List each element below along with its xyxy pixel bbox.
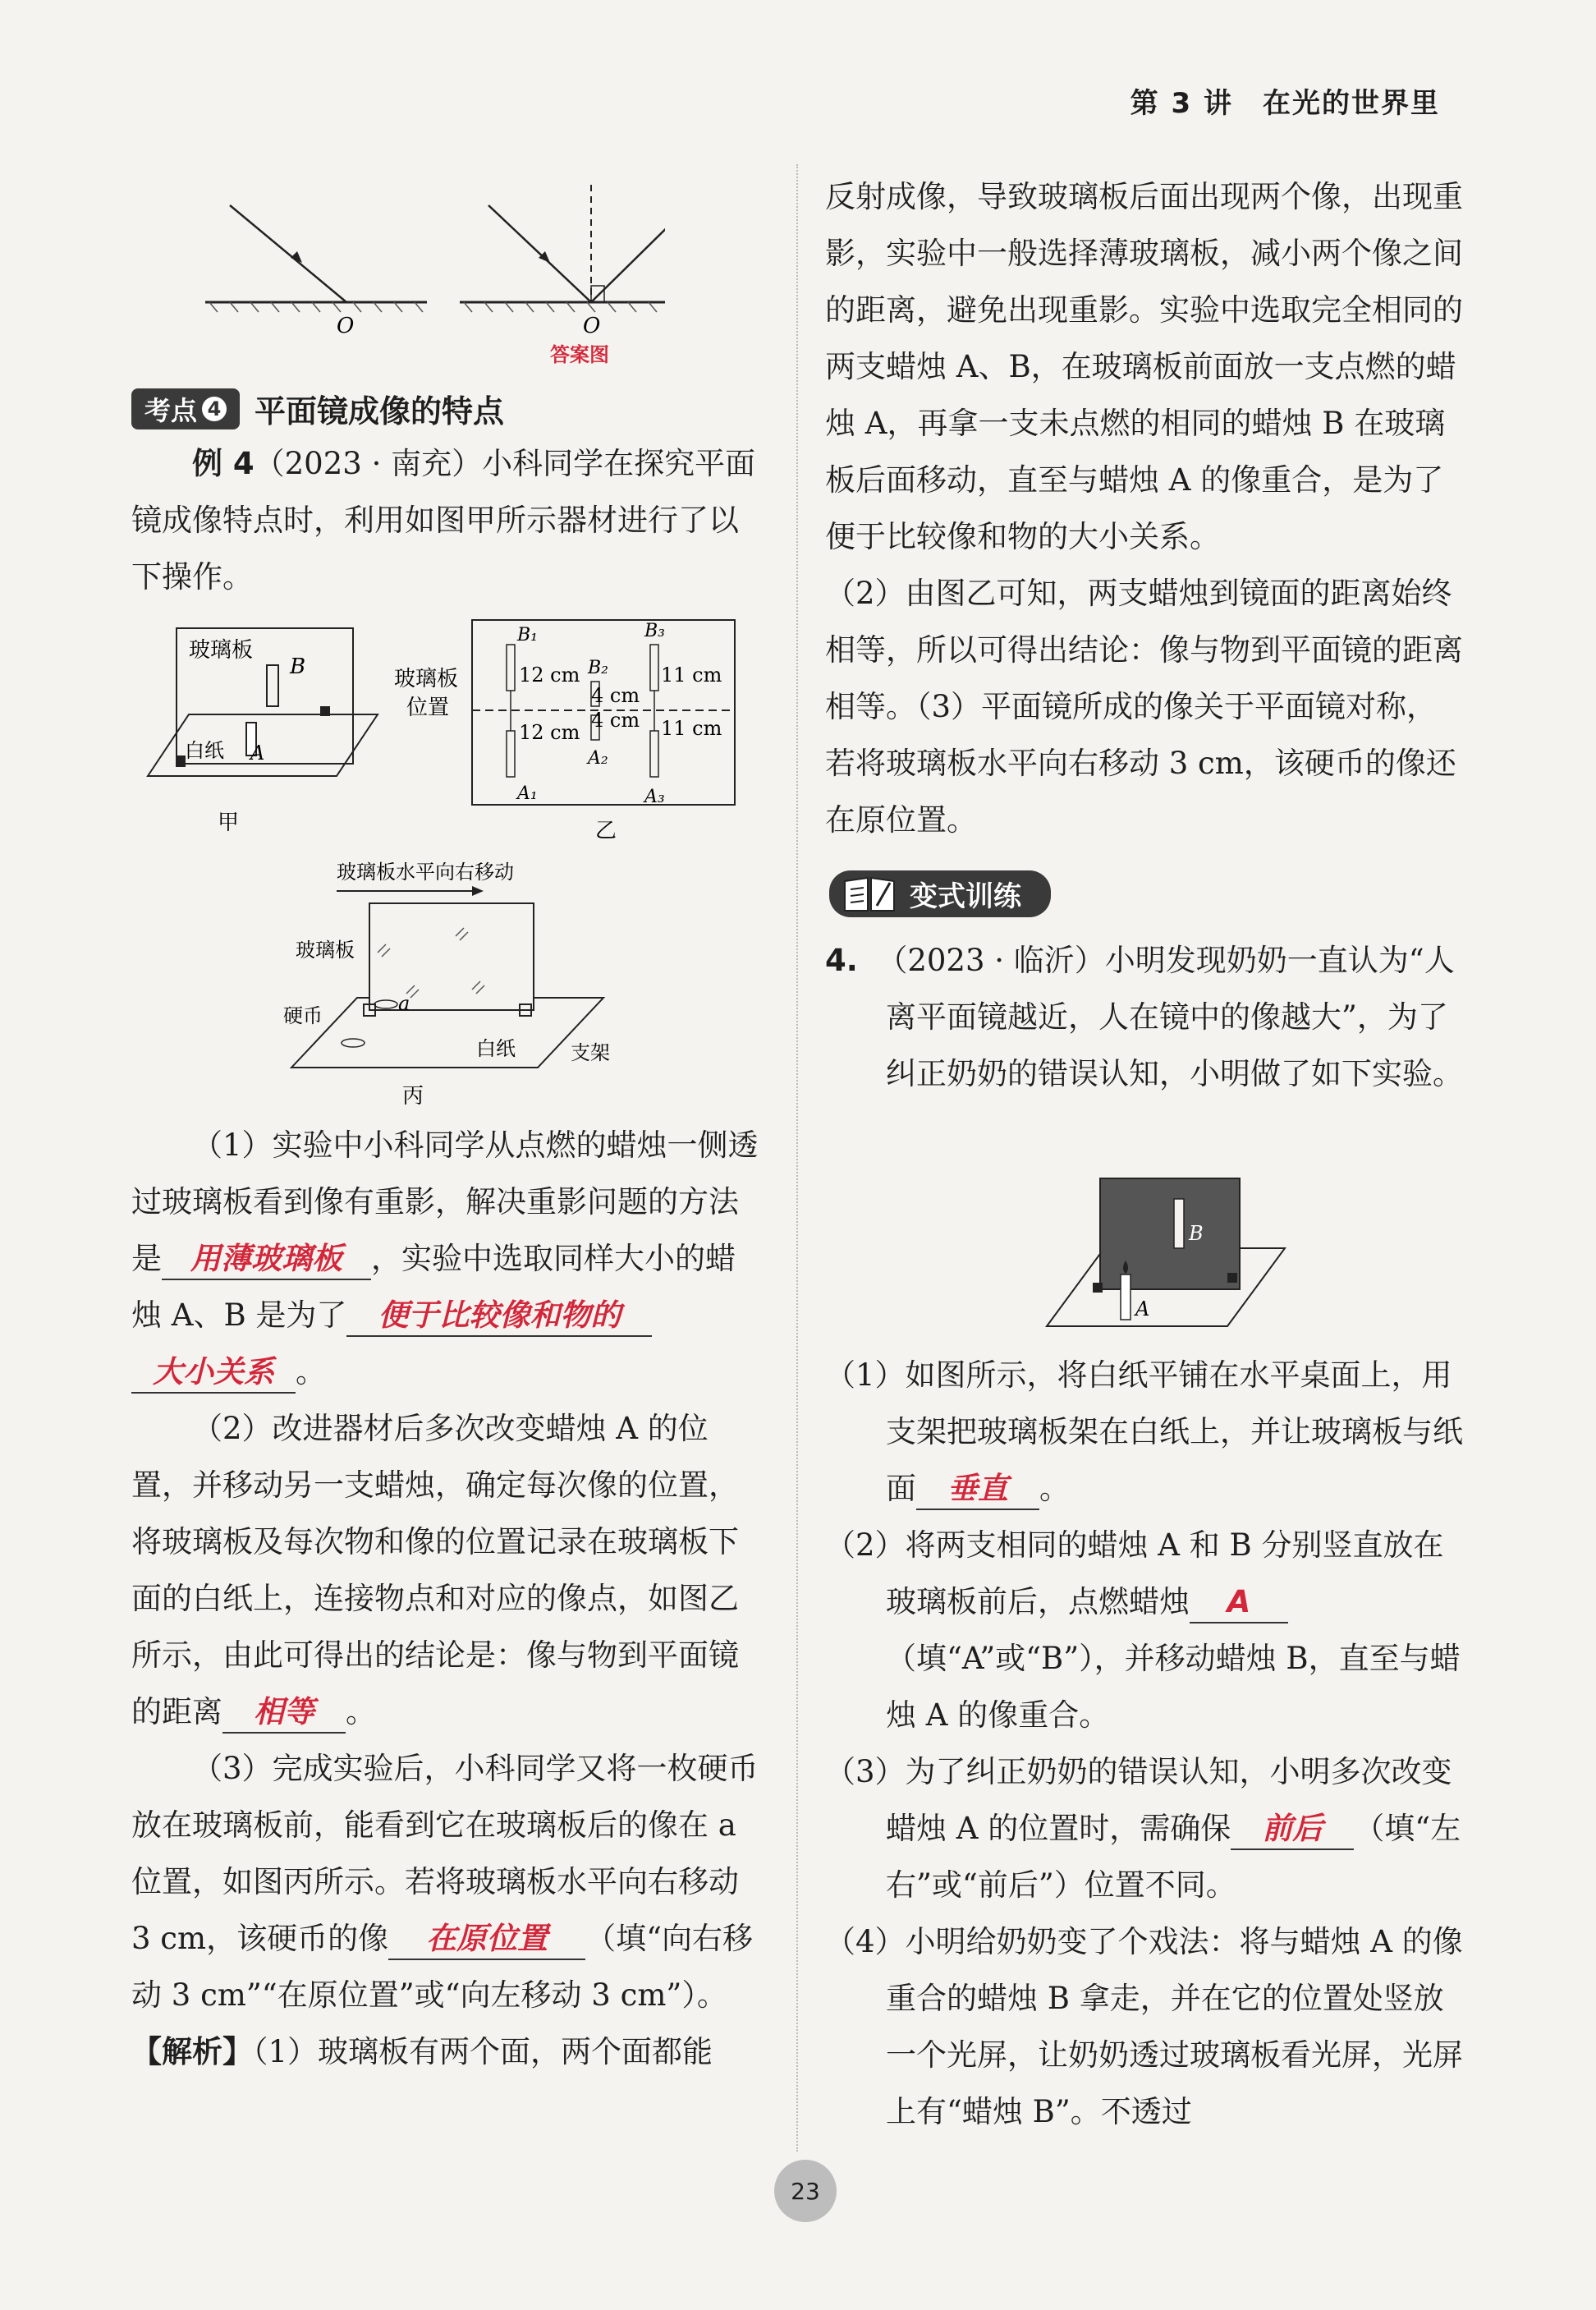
reflection-answer-figure — [205, 181, 665, 378]
yi-dist-11a: 11 cm — [661, 664, 722, 687]
q1-answer-2b: 大小关系 — [131, 1352, 296, 1394]
jia-paper-label: 白纸 — [185, 739, 224, 762]
bing-paper-label: 白纸 — [476, 1037, 516, 1060]
q1-answer-2a: 便于比较像和物的 — [346, 1296, 652, 1337]
jia-a-label: A — [250, 742, 265, 765]
q4-fig-a: A — [1135, 1297, 1150, 1320]
analysis-text-b: 反射成像，导致玻璃板后面出现两个像，出现重影，实验中一般选择薄玻璃板，减小两个像之间的距离，避免出现重影。实验中选取完全相同的两支蜡烛 A、B，在玻璃板前面放一支点燃的蜡烛 A，再拿一支未点燃的相同的蜡烛 B 在玻璃板后面移动，直至与蜡烛 A 的像重合，是为了便于比较像和物的大小关系。 — [825, 179, 1463, 554]
example-intro — [131, 435, 764, 605]
figure-bing — [267, 858, 628, 1113]
q3-text: （3）完成实验后，小科同学又将一枚硬币放在玻璃板前，能看到它在玻璃板后的像在 a 位置，如图丙所示。若将玻璃板水平向右移动 3 cm，该硬币的像 — [131, 1751, 759, 1956]
yi-a1: A₁ — [517, 783, 538, 804]
q4-p3-text: （3）为了纠正奶奶的错误认知，小明多次改变蜡烛 A 的位置时，需确保 — [825, 1754, 1452, 1846]
q1-end: 。 — [296, 1354, 326, 1389]
book-icon — [841, 875, 898, 914]
jia-glass-label: 玻璃板 — [189, 638, 254, 663]
badge-label: 考点 — [144, 394, 198, 426]
q4-p1-end: 。 — [1039, 1471, 1070, 1506]
yi-b3: B₃ — [644, 621, 665, 641]
q1-answer-1: 用薄玻璃板 — [162, 1239, 371, 1280]
point-o-right: O — [583, 314, 601, 338]
q4-p4-text: （4）小明给奶奶变了个戏法：将与蜡烛 A 的像重合的蜡烛 B 拿走，并在它的位置处竖放一个光屏，让奶奶透过玻璃板看光屏，光屏上有“蜡烛 B”。不透过 — [825, 1924, 1463, 2129]
answer-figure-caption: 答案图 — [550, 342, 609, 366]
q4-p2-text-b: （填“A”或“B”），并移动蜡烛 B，直至与蜡烛 A 的像重合。 — [886, 1641, 1461, 1733]
q4-intro-text: （2023 · 临沂）小明发现奶奶一直认为“人离平面镜越近，人在镜中的像越大”，为了纠正奶奶的错误认知，小明做了如下实验。 — [877, 943, 1463, 1091]
q2-answer: 相等 — [222, 1692, 346, 1734]
variant-label-text: 变式训练 — [910, 880, 1021, 913]
yi-a3: A₃ — [644, 787, 665, 807]
q3-answer: 在原位置 — [388, 1919, 585, 1960]
bing-coin-label: 硬币 — [283, 1004, 323, 1027]
yi-b2: B₂ — [588, 658, 608, 678]
yi-a2: A₂ — [588, 748, 608, 769]
q4-number: 4. — [825, 943, 858, 978]
q4-p3-text-b: （填“左右”或“前后”）位置不同。 — [886, 1811, 1461, 1903]
bing-stand-label: 支架 — [571, 1041, 610, 1064]
jia-caption: 甲 — [218, 811, 240, 835]
q4-parts — [825, 1347, 1465, 2140]
bing-caption: 丙 — [402, 1084, 424, 1109]
page-number: 23 — [774, 2160, 837, 2222]
section-heading — [131, 386, 504, 431]
point-o-left: O — [337, 314, 355, 338]
yi-dist-12a: 12 cm — [519, 664, 580, 687]
kaodian-badge — [131, 388, 240, 429]
q1-text-b: ，实验中选取同样大小的蜡烛 A、B 是为了 — [131, 1241, 736, 1333]
yi-dist-11b: 11 cm — [661, 717, 722, 740]
q2-text: （2）改进器材后多次改变蜡烛 A 的位置，并移动另一支蜡烛，确定每次像的位置，将玻璃板及每次物和像的位置记录在玻璃板下面的白纸上，连接物点和对应的像点，如图乙所示，由此可得出的结论是：像与物到平面镜的距离 — [131, 1411, 739, 1729]
q4-p1-answer: 垂直 — [916, 1469, 1039, 1510]
q2-end: 。 — [346, 1694, 376, 1729]
variant-training-label — [829, 870, 1051, 917]
jia-b-label: B — [290, 654, 306, 679]
bing-a-label: a — [398, 992, 410, 1015]
column-divider — [796, 164, 798, 2152]
analysis-text-c: （2）由图乙可知，两支蜡烛到镜面的距离始终相等，所以可得出结论：像与物到平面镜的距离相等。（3）平面镜所成的像关于平面镜对称，若将玻璃板水平向右移动 3 cm，该硬币的像还在原位置。 — [825, 576, 1463, 838]
example-label: 例 4 — [192, 446, 255, 481]
yi-pos-label: 位置 — [406, 696, 450, 720]
q4-intro — [825, 932, 1465, 1102]
yi-b1: B₁ — [517, 625, 538, 645]
yi-caption: 乙 — [595, 819, 617, 843]
q4-p3-answer: 前后 — [1231, 1809, 1354, 1850]
example-intro-text: （2023 · 南充）小科同学在探究平面镜成像特点时，利用如图甲所示器材进行了以下操作。 — [131, 446, 756, 595]
yi-dist-4a: 4 cm — [591, 684, 640, 707]
q4-p2-answer: A — [1190, 1582, 1288, 1623]
q4-fig-b: B — [1189, 1222, 1204, 1245]
yi-glass-label: 玻璃板 — [394, 667, 459, 691]
section-title: 平面镜成像的特点 — [255, 393, 505, 429]
analysis-continued — [825, 168, 1465, 848]
yi-dist-12b: 12 cm — [519, 721, 580, 744]
figure-jia — [140, 616, 386, 846]
page-header: 第 3 讲 在光的世界里 — [1130, 87, 1440, 120]
analysis-label: 【解析】 — [131, 2034, 253, 2069]
q3-text-b: （填“向右移动 3 cm”“在原位置”或“向左移动 3 cm”）。 — [131, 1921, 754, 2013]
bing-glass-label: 玻璃板 — [296, 939, 355, 962]
q4-p2-text: （2）将两支相同的蜡烛 A 和 B 分别竖直放在玻璃板前后，点燃蜡烛 — [825, 1527, 1444, 1619]
bing-move-label: 玻璃板水平向右移动 — [337, 861, 514, 884]
q4-figure — [1039, 1174, 1301, 1339]
yi-dist-4b: 4 cm — [591, 709, 640, 732]
figure-yi — [394, 612, 739, 850]
q4-p1-text: （1）如图所示，将白纸平铺在水平桌面上，用支架把玻璃板架在白纸上，并让玻璃板与纸面 — [825, 1357, 1463, 1506]
example-questions — [131, 1117, 764, 2080]
badge-number: 4 — [202, 397, 227, 421]
q1-text: （1）实验中小科同学从点燃的蜡烛一侧透过玻璃板看到像有重影，解决重影问题的方法是 — [131, 1127, 759, 1276]
analysis-text-a: （1）玻璃板有两个面，两个面都能 — [253, 2034, 713, 2069]
